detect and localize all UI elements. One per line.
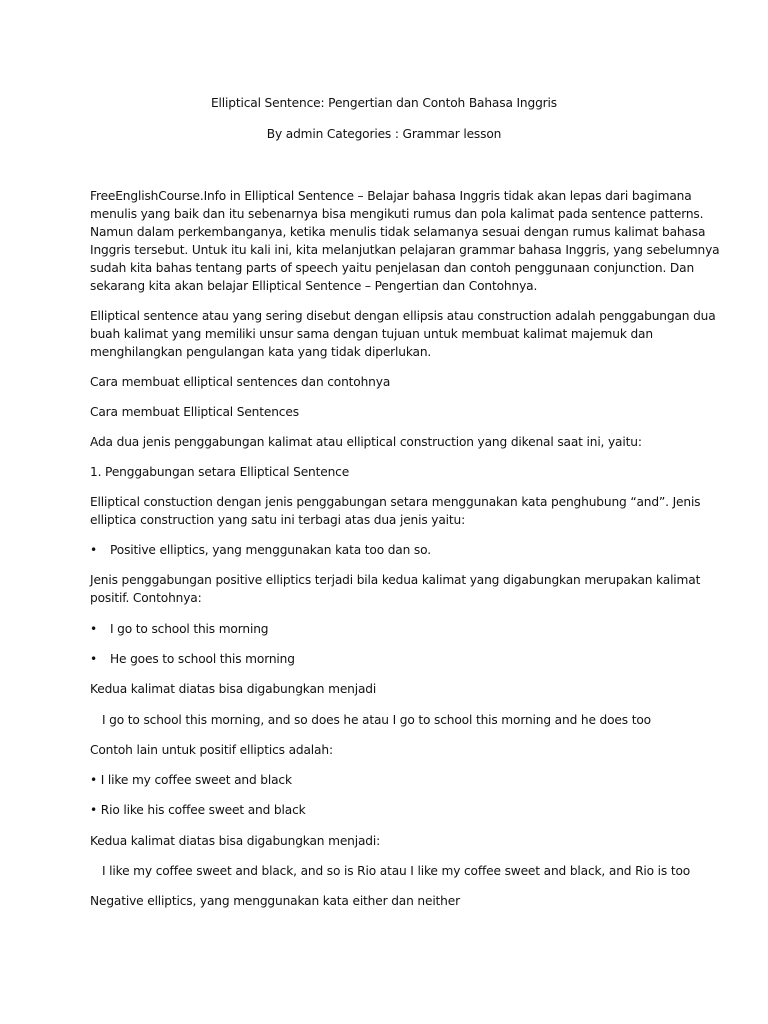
paragraph-line: positif. Contohnya: bbox=[90, 591, 202, 605]
types-intro: Ada dua jenis penggabungan kalimat atau elliptical construction yang dikenal saat ini, yaitu: bbox=[90, 435, 642, 449]
negative-heading: Negative elliptics, yang menggunakan kata either dan neither bbox=[90, 894, 460, 908]
heading-how-contoh: Cara membuat elliptical sentences dan contohnya bbox=[90, 375, 391, 389]
combine-1-text: Kedua kalimat diatas bisa digabungkan menjadi bbox=[90, 682, 377, 696]
paragraph-line: menghilangkan pengulangan kata yang tidak diperlukan. bbox=[90, 345, 432, 359]
combined-result-2: I like my coffee sweet and black, and so is Rio atau I like my coffee sweet and black, and Rio is too bbox=[102, 864, 691, 878]
example-2-item: • I like my coffee sweet and black bbox=[90, 773, 292, 787]
paragraph-line: sudah kita bahas tentang parts of speech yaitu penjelasan dan contoh penggunaan conjunction. Dan bbox=[90, 261, 695, 275]
bullet-marker: • bbox=[90, 652, 98, 666]
paragraph-line: Namun dalam perkembanganya, ketika menulis tidak selamanya sesuai dengan rumus kalimat bahasa bbox=[90, 225, 706, 239]
paragraph-line: sekarang kita akan belajar Elliptical Sentence – Pengertian dan Contohnya. bbox=[90, 279, 538, 293]
paragraph-line: menulis yang baik dan itu sebenarnya bisa mengikuti rumus dan pola kalimat pada sentence patterns. bbox=[90, 207, 704, 221]
combine-2-text: Kedua kalimat diatas bisa digabungkan menjadi: bbox=[90, 834, 381, 848]
paragraph-line: FreeEnglishCourse.Info in Elliptical Sentence – Belajar bahasa Inggris tidak akan lepas dari bagimana bbox=[90, 189, 692, 203]
other-example-intro: Contoh lain untuk positif elliptics adalah: bbox=[90, 743, 333, 757]
paragraph-line: Inggris tersebut. Untuk itu kali ini, kita melanjutkan pelajaran grammar bahasa Inggris, yang sebelumnya bbox=[90, 243, 720, 257]
section-1-heading: 1. Penggabungan setara Elliptical Sentence bbox=[90, 465, 350, 479]
bullet-marker: • bbox=[90, 543, 98, 557]
example-2-item: • Rio like his coffee sweet and black bbox=[90, 803, 306, 817]
heading-how: Cara membuat Elliptical Sentences bbox=[90, 405, 299, 419]
paragraph-line: elliptica construction yang satu ini terbagi atas dua jenis yaitu: bbox=[90, 513, 466, 527]
paragraph-line: Jenis penggabungan positive elliptics terjadi bila kedua kalimat yang digabungkan merupakan kalimat bbox=[90, 573, 701, 587]
bullet-text: I go to school this morning bbox=[110, 622, 269, 636]
bullet-text: Positive elliptics, yang menggunakan kata too dan so. bbox=[110, 543, 431, 557]
document-title: Elliptical Sentence: Pengertian dan Contoh Bahasa Inggris bbox=[211, 96, 557, 110]
bullet-text: He goes to school this morning bbox=[110, 652, 295, 666]
paragraph-line: buah kalimat yang memiliki unsur sama dengan tujuan untuk membuat kalimat majemuk dan bbox=[90, 327, 653, 341]
paragraph-line: Elliptical constuction dengan jenis penggabungan setara menggunakan kata penghubung “and”. Jenis bbox=[90, 495, 701, 509]
paragraph-line: Elliptical sentence atau yang sering disebut dengan ellipsis atau construction adalah penggabungan dua bbox=[90, 309, 716, 323]
combined-result-1: I go to school this morning, and so does he atau I go to school this morning and he does too bbox=[102, 713, 651, 727]
bullet-marker: • bbox=[90, 622, 98, 636]
byline: By admin Categories : Grammar lesson bbox=[266, 127, 502, 141]
